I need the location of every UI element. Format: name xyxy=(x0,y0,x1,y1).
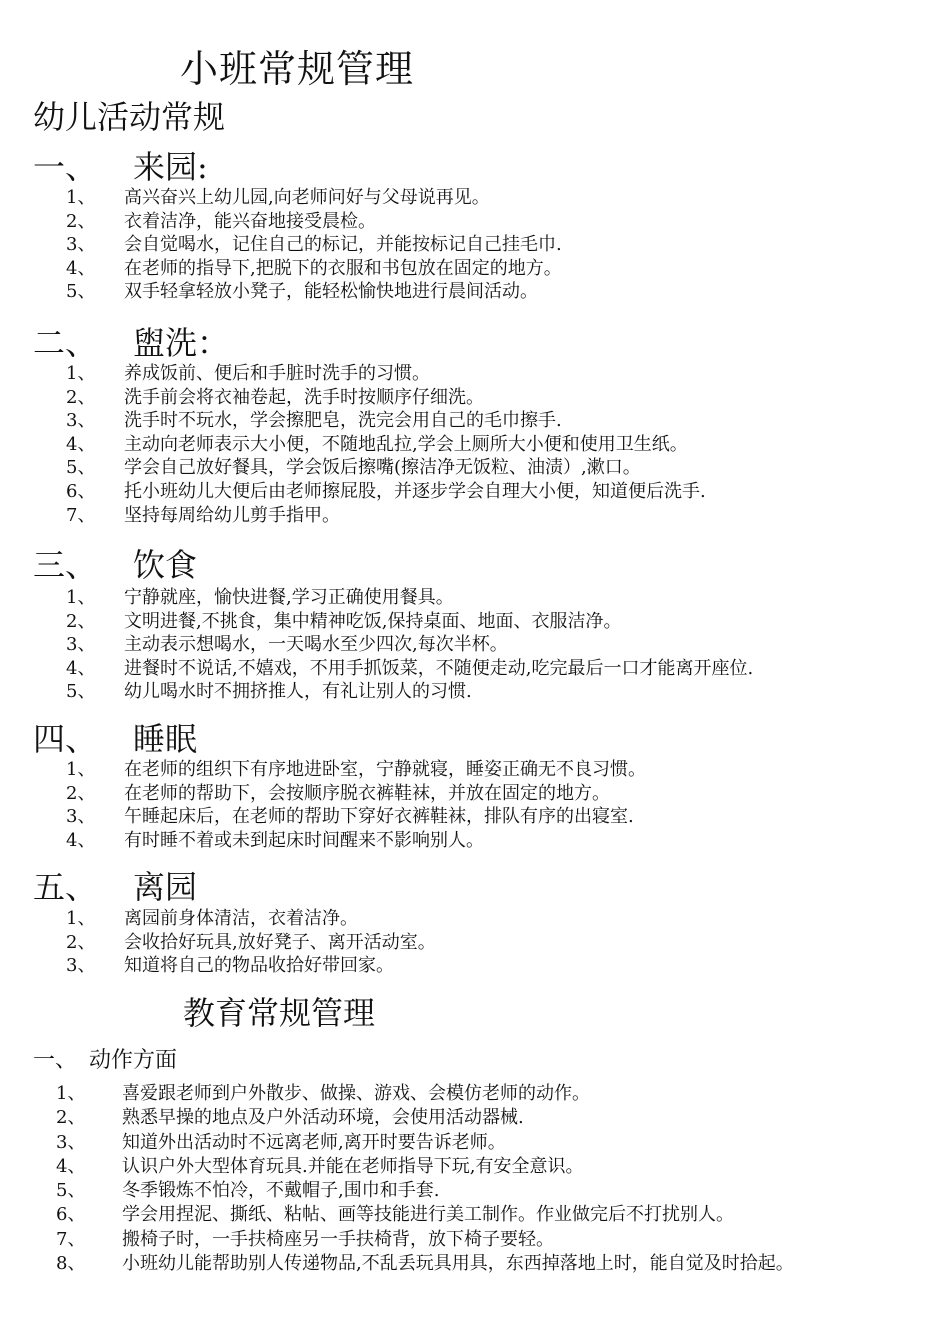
item-number: 1、 xyxy=(66,587,96,608)
list-item xyxy=(0,1155,950,1179)
section-list-washing xyxy=(0,362,950,527)
item-text: 主动表示想喝水，一天喝水至少四次,每次半杯。 xyxy=(124,634,508,656)
item-text: 冬季锻炼不怕冷，不戴帽子,围巾和手套. xyxy=(122,1180,440,1202)
section-heading-sleep xyxy=(33,714,197,760)
item-number: 4、 xyxy=(66,257,96,279)
item-number: 2、 xyxy=(66,386,96,408)
item-text: 洗手时不玩水，学会擦肥皂，洗完会用自己的毛巾擦手. xyxy=(124,410,562,432)
item-text: 宁静就座，愉快进餐,学习正确使用餐具。 xyxy=(124,587,454,608)
section-name: 盥洗： xyxy=(133,324,230,362)
item-number: 4、 xyxy=(56,1155,86,1177)
list-item xyxy=(0,257,950,281)
item-number: 7、 xyxy=(66,504,96,526)
page-subtitle: 幼儿活动常规 xyxy=(33,98,226,136)
item-number: 4、 xyxy=(66,433,96,455)
list-item xyxy=(0,362,950,386)
list-item xyxy=(0,210,950,234)
list-item xyxy=(0,504,950,528)
item-number: 7、 xyxy=(56,1228,86,1250)
list-item xyxy=(0,386,950,410)
item-number: 2、 xyxy=(66,610,96,632)
list-item xyxy=(0,805,950,829)
item-text: 认识户外大型体育玩具.并能在老师指导下玩,有安全意识。 xyxy=(122,1155,584,1177)
section-list-diet xyxy=(0,586,950,704)
item-text: 幼儿喝水时不拥挤推人，有礼让别人的习惯. xyxy=(124,681,472,703)
item-number: 2、 xyxy=(66,931,96,953)
item-number: 5、 xyxy=(66,281,96,303)
item-text: 主动向老师表示大小便，不随地乱拉,学会上厕所大小便和使用卫生纸。 xyxy=(124,433,688,455)
section-list-arrival xyxy=(0,186,950,304)
item-number: 3、 xyxy=(66,634,96,656)
item-text: 知道外出活动时不远离老师,离开时要告诉老师。 xyxy=(122,1131,506,1153)
item-text: 午睡起床后，在老师的帮助下穿好衣裤鞋袜，排队有序的出寝室. xyxy=(124,806,634,828)
item-text: 会收拾好玩具,放好凳子、离开活动室。 xyxy=(124,931,436,953)
list-item xyxy=(0,758,950,782)
item-text: 离园前身体清洁，衣着洁净。 xyxy=(124,908,358,929)
list-item xyxy=(0,680,950,704)
item-number: 3、 xyxy=(56,1131,86,1153)
section-heading-leaving xyxy=(33,862,197,908)
section-name: 来园: xyxy=(133,148,208,186)
item-text: 有时睡不着或未到起床时间醒来不影响别人。 xyxy=(124,829,484,851)
item-text: 学会用捏泥、撕纸、粘帖、画等技能进行美工制作。作业做完后不打扰别人。 xyxy=(122,1204,734,1226)
item-number: 1、 xyxy=(66,908,96,929)
item-number: 2、 xyxy=(56,1107,86,1129)
list-item xyxy=(0,409,950,433)
list-item xyxy=(0,480,950,504)
item-number: 3、 xyxy=(66,234,96,256)
item-number: 2、 xyxy=(66,782,96,804)
item-text: 双手轻拿轻放小凳子，能轻松愉快地进行晨间活动。 xyxy=(124,281,538,303)
item-text: 知道将自己的物品收拾好带回家。 xyxy=(124,955,394,977)
item-number: 4、 xyxy=(66,657,96,679)
section-number: 二、 xyxy=(33,324,98,362)
section-heading-arrival xyxy=(33,142,208,188)
section-number: 五、 xyxy=(33,868,98,906)
section-list-leaving xyxy=(0,907,950,978)
item-number: 3、 xyxy=(66,410,96,432)
list-item xyxy=(0,931,950,955)
item-text: 会自觉喝水，记住自己的标记，并能按标记自己挂毛巾. xyxy=(124,234,562,256)
item-text: 高兴奋兴上幼儿园,向老师问好与父母说再见。 xyxy=(124,187,490,208)
list-item xyxy=(0,1252,950,1300)
section-name: 睡眠 xyxy=(133,720,198,758)
item-text: 在老师的组织下有序地进卧室，宁静就寝，睡姿正确无不良习惯。 xyxy=(124,759,646,780)
item-number: 5、 xyxy=(56,1180,86,1202)
list-item xyxy=(0,456,950,480)
section-name: 饮食 xyxy=(133,546,198,584)
item-number: 1、 xyxy=(56,1083,86,1104)
item-number: 3、 xyxy=(66,806,96,828)
item-number: 5、 xyxy=(66,681,96,703)
item-text: 养成饭前、便后和手脏时洗手的习惯。 xyxy=(124,363,430,384)
section-name: 离园 xyxy=(133,868,198,906)
item-text: 在老师的指导下,把脱下的衣服和书包放在固定的地方。 xyxy=(124,257,562,279)
list-item xyxy=(0,280,950,304)
section-number: 一、 xyxy=(33,1048,78,1073)
list-item xyxy=(0,433,950,457)
item-number: 6、 xyxy=(66,480,96,502)
item-number: 3、 xyxy=(66,955,96,977)
section-list-sleep xyxy=(0,758,950,852)
list-item xyxy=(0,782,950,806)
page-title: 小班常规管理 xyxy=(180,47,415,91)
item-text: 搬椅子时，一手扶椅座另一手扶椅背，放下椅子要轻。 xyxy=(122,1228,554,1250)
item-number: 1、 xyxy=(66,187,96,208)
list-item xyxy=(0,586,950,610)
item-text: 洗手前会将衣袖卷起，洗手时按顺序仔细洗。 xyxy=(124,386,484,408)
list-item xyxy=(0,1131,950,1155)
item-number: 6、 xyxy=(56,1204,86,1226)
item-text: 进餐时不说话,不嬉戏，不用手抓饭菜，不随便走动,吃完最后一口才能离开座位. xyxy=(124,657,754,679)
item-number: 1、 xyxy=(66,363,96,384)
list-item xyxy=(0,1203,950,1227)
item-number: 5、 xyxy=(66,457,96,479)
section-name: 动作方面 xyxy=(89,1048,178,1073)
list-item xyxy=(0,186,950,210)
item-text: 学会自己放好餐具，学会饭后擦嘴(擦洁净无饭粒、油渍）,漱口。 xyxy=(124,457,641,479)
section-number: 一、 xyxy=(33,148,98,186)
list-item xyxy=(0,657,950,681)
item-text: 衣着洁净，能兴奋地接受晨检。 xyxy=(124,210,376,232)
section-number: 四、 xyxy=(33,720,98,758)
item-text: 坚持每周给幼儿剪手指甲。 xyxy=(124,504,340,526)
item-text: 文明进餐,不挑食，集中精神吃饭,保持桌面、地面、衣服洁净。 xyxy=(124,610,622,632)
list-item xyxy=(0,1179,950,1203)
list-item xyxy=(0,1082,950,1106)
section-list-motor xyxy=(0,1082,950,1300)
list-item xyxy=(0,829,950,853)
item-text: 小班幼儿能帮助别人传递物品,不乱丢玩具用具，东西掉落地上时，能自觉及时拾起。 xyxy=(122,1253,794,1275)
item-text: 喜爱跟老师到户外散步、做操、游戏、会模仿老师的动作。 xyxy=(122,1083,590,1104)
list-item xyxy=(0,907,950,931)
item-number: 1、 xyxy=(66,759,96,780)
list-item xyxy=(0,954,950,978)
item-text: 在老师的帮助下，会按顺序脱衣裤鞋袜，并放在固定的地方。 xyxy=(124,782,610,804)
list-item xyxy=(0,1106,950,1130)
subsection-heading-motor xyxy=(33,1043,177,1074)
section-number: 三、 xyxy=(33,546,98,584)
section-title-education: 教育常规管理 xyxy=(183,994,376,1032)
item-text: 托小班幼儿大便后由老师擦屁股，并逐步学会自理大小便，知道便后洗手. xyxy=(124,480,706,502)
list-item xyxy=(0,610,950,634)
item-number: 8、 xyxy=(56,1253,86,1275)
item-number: 2、 xyxy=(66,210,96,232)
item-text: 熟悉早操的地点及户外活动环境，会使用活动器械. xyxy=(122,1107,524,1129)
list-item xyxy=(0,1228,950,1252)
section-heading-diet xyxy=(33,540,197,586)
list-item xyxy=(0,633,950,657)
list-item xyxy=(0,233,950,257)
section-heading-washing xyxy=(33,318,229,364)
item-number: 4、 xyxy=(66,829,96,851)
